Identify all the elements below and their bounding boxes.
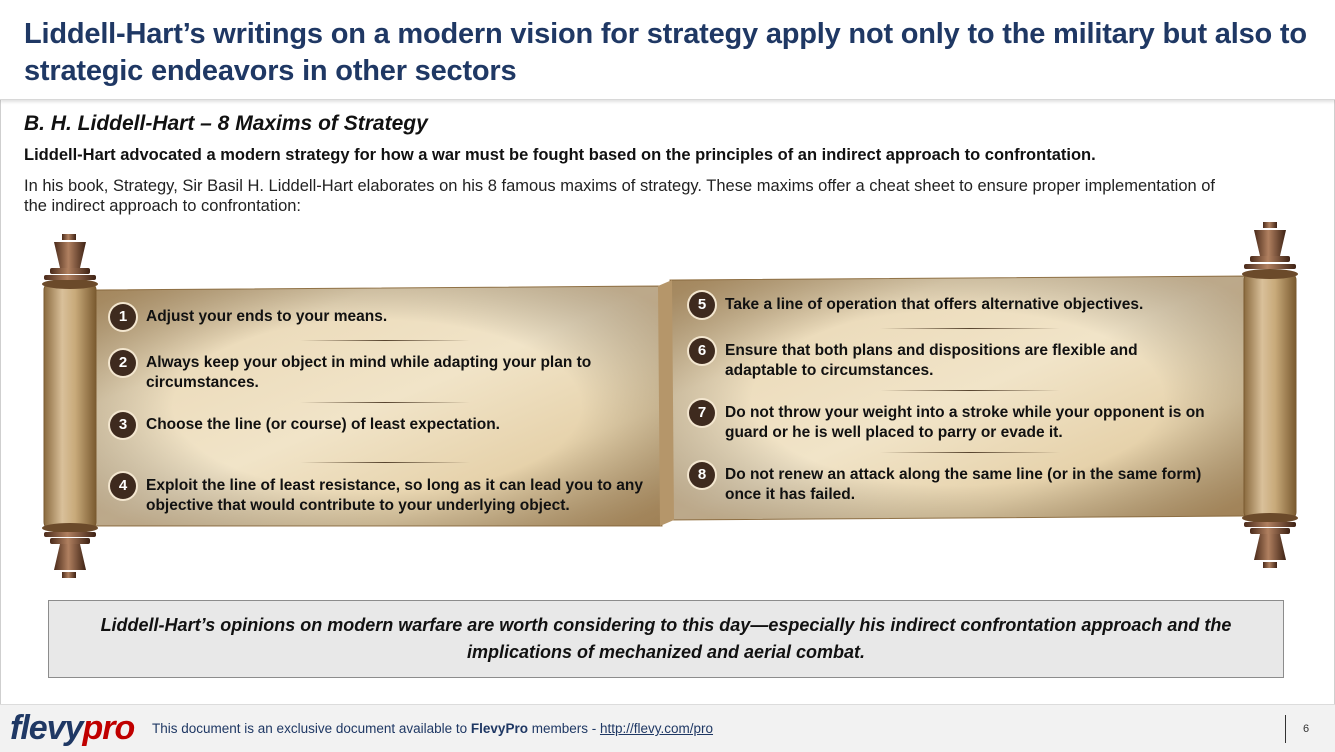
scroll-graphic [0,220,1335,590]
maxim-divider [880,452,1060,453]
maxim-number-badge: 2 [110,350,136,376]
maxim-text: Choose the line (or course) of least expectation. [146,416,500,433]
page-title: Liddell-Hart’s writings on a modern vision for strategy apply not only to the military but also to strategic endeavors in other sectors [24,18,1307,87]
maxim-text: Always keep your object in mind while adapting your plan to circumstances. [146,354,592,391]
maxim-text: Do not renew an attack along the same line (or in the same form) once it has failed. [725,466,1202,503]
maxim-text: Adjust your ends to your means. [146,308,388,325]
maxim-number-badge: 1 [110,304,136,330]
maxim-item [110,353,650,393]
maxim-divider [300,340,470,341]
footer [0,704,1335,752]
maxim-item [110,476,655,516]
maxim-item [110,415,650,438]
maxim-number-badge: 8 [689,462,715,488]
footer-note-suffix: members - [527,721,600,736]
callout-box [48,600,1284,678]
maxim-number-badge: 5 [689,292,715,318]
maxim-divider [880,390,1060,391]
maxim-item [110,307,650,330]
maxim-number-badge: 6 [689,338,715,364]
maxim-number-badge: 3 [110,412,136,438]
maxim-text: Take a line of operation that offers alternative objectives. [725,296,1144,313]
logo-text-flevy: flevy [10,709,83,747]
maxim-divider [880,328,1060,329]
page-number: 6 [1303,723,1310,735]
maxim-item [689,341,1209,381]
maxim-divider [300,402,470,403]
footer-note-prefix: This document is an exclusive document available to [152,721,471,736]
maxim-text: Ensure that both plans and dispositions are flexible and adaptable to circumstances. [725,342,1138,379]
header [0,0,1335,100]
maxim-text: Do not throw your weight into a stroke while your opponent is on guard or he is well placed to parry or evade it. [725,404,1205,441]
lead-paragraph: Liddell-Hart advocated a modern strategy for how a war must be fought based on the principles of an indirect approach to confrontation. [24,146,1096,164]
footer-note-brand: FlevyPro [470,721,528,736]
maxim-item [689,465,1241,505]
maxim-item [689,403,1229,443]
maxim-divider [300,462,470,463]
body-paragraph: In his book, Strategy, Sir Basil H. Liddell-Hart elaborates on his 8 famous maxims of strategy. These maxims offer a cheat sheet to ensure proper implementation of the indirect approach to confrontation: [24,177,1216,215]
footer-note [152,721,713,736]
page-number-separator [1285,715,1286,743]
flevy-pro-link[interactable]: http://flevy.com/pro [599,721,714,736]
callout-text: Liddell-Hart’s opinions on modern warfare are worth considering to this day—especially his indirect confrontation approach and the implications of mechanized and aerial combat. [100,615,1232,662]
maxim-number-badge: 7 [689,400,715,426]
maxim-item [689,295,1239,318]
maxim-number-badge: 4 [110,473,136,499]
flevypro-logo [10,709,134,748]
maxim-text: Exploit the line of least resistance, so long as it can lead you to any objective that would contribute to your underlying object. [146,477,643,514]
logo-text-pro: pro [82,709,135,747]
section-subtitle: B. H. Liddell-Hart – 8 Maxims of Strategy [24,112,428,135]
